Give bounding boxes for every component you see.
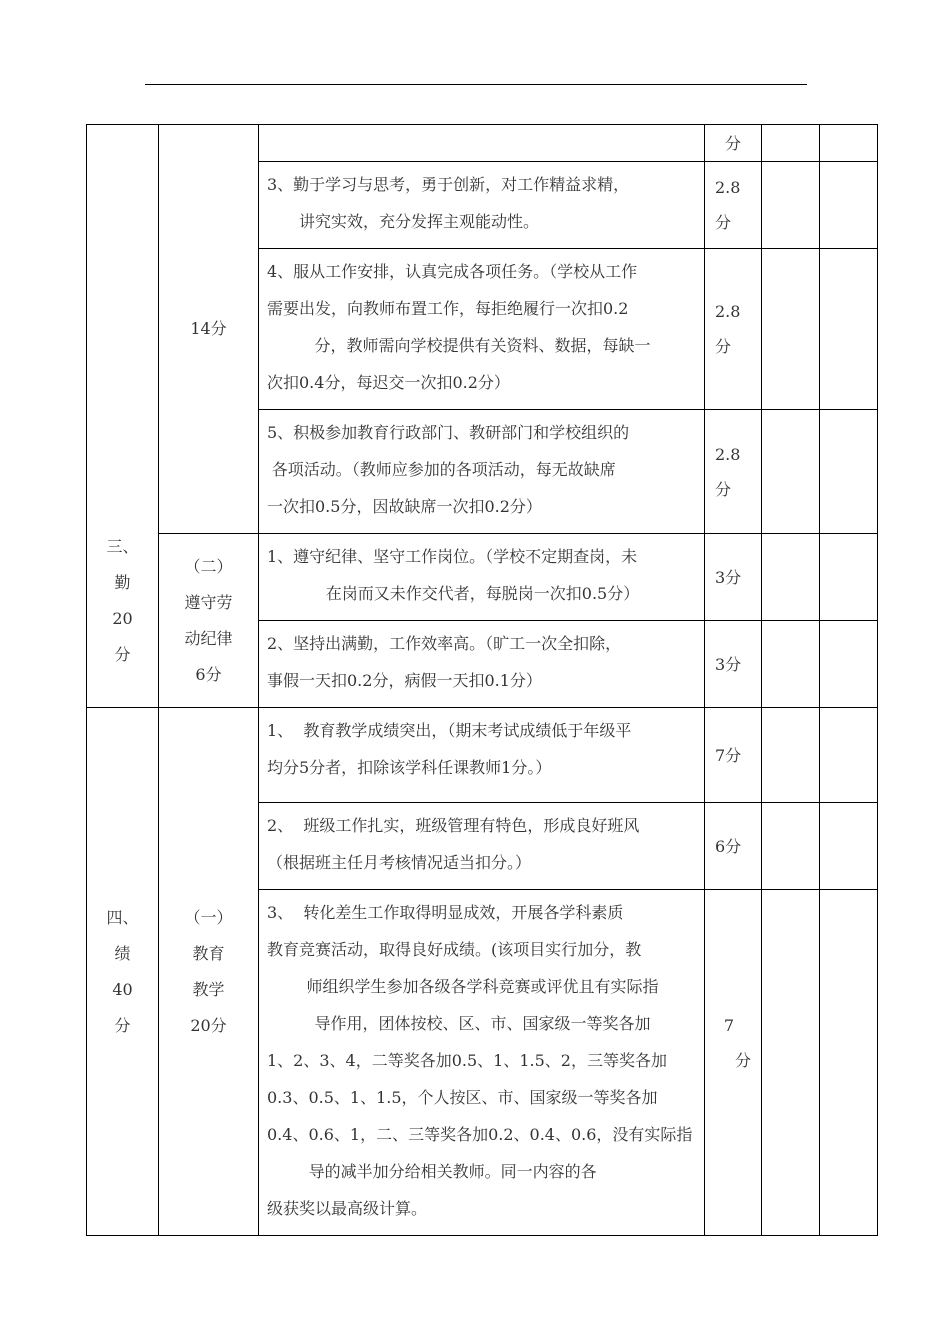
subcategory-line: 教育 xyxy=(192,943,225,963)
subcategory-line: （二） xyxy=(184,556,233,576)
category-line: 分 xyxy=(114,1015,131,1035)
final-score-cell[interactable] xyxy=(820,125,878,162)
item-content xyxy=(259,125,705,162)
score-cell xyxy=(705,410,762,534)
header-rule xyxy=(145,84,807,85)
self-score-cell[interactable] xyxy=(762,410,820,534)
category-line: 四、 xyxy=(106,907,139,927)
subcategory-line: 动纪律 xyxy=(184,628,233,648)
score-value: 7 xyxy=(723,1015,735,1035)
content-line: 3、 转化差生工作取得明显成效，开展各学科素质 xyxy=(267,903,624,922)
content-line: 4、服从工作安排，认真完成各项任务。（学校从工作 xyxy=(267,262,638,281)
score-value: 3分 xyxy=(715,654,742,674)
item-content xyxy=(259,708,705,803)
self-score-cell[interactable] xyxy=(762,803,820,890)
score-cell xyxy=(705,249,762,410)
subcategory-line: （一） xyxy=(184,907,233,927)
item-content xyxy=(259,534,705,621)
category-cell-ji xyxy=(87,708,159,1236)
score-value: 6分 xyxy=(715,836,742,856)
score-cell xyxy=(705,890,762,1236)
category-line: 40 xyxy=(112,979,133,999)
category-line: 20 xyxy=(112,609,133,628)
table-row xyxy=(87,708,878,803)
content-line: 讲究实效，充分发挥主观能动性。 xyxy=(299,212,540,231)
content-line: 导的减半加分给相关教师。同一内容的各 xyxy=(308,1162,597,1181)
subcategory-line: 教学 xyxy=(192,979,225,999)
subcategory-cell-qin-2 xyxy=(159,534,259,708)
self-score-cell[interactable] xyxy=(762,249,820,410)
item-content xyxy=(259,162,705,249)
final-score-cell[interactable] xyxy=(820,162,878,249)
subcategory-line: 遵守劳 xyxy=(184,592,233,612)
score-unit: 分 xyxy=(715,213,732,232)
self-score-cell[interactable] xyxy=(762,890,820,1236)
table-row xyxy=(87,125,878,162)
item-content xyxy=(259,803,705,890)
item-content xyxy=(259,890,705,1236)
content-line: 1、2、3、4，二等奖各加0.5、1、1.5、2，三等奖各加 xyxy=(267,1051,667,1070)
score-value: 2.8 xyxy=(715,178,741,197)
item-content xyxy=(259,410,705,534)
item-content xyxy=(259,249,705,410)
subcategory-cell-ji-1 xyxy=(159,708,259,1236)
assessment-table xyxy=(86,124,878,1236)
final-score-cell[interactable] xyxy=(820,890,878,1236)
score-unit: 分 xyxy=(715,479,732,499)
score-cell xyxy=(705,803,762,890)
content-line: 均分5分者，扣除该学科任课教师1分。） xyxy=(267,758,552,777)
final-score-cell[interactable] xyxy=(820,803,878,890)
content-line: 导作用，团体按校、区、市、国家级一等奖各加 xyxy=(314,1014,651,1033)
content-line: 1、遵守纪律、坚守工作岗位。（学校不定期查岗，未 xyxy=(267,547,638,566)
content-line: 5、积极参加教育行政部门、教研部门和学校组织的 xyxy=(267,423,630,442)
category-cell-qin xyxy=(87,125,159,708)
score-value: 7分 xyxy=(715,745,742,765)
category-line: 三、 xyxy=(106,537,139,556)
content-line: 各项活动。（教师应参加的各项活动，每无故缺席 xyxy=(271,460,616,479)
score-value: 2.8 xyxy=(715,444,741,464)
self-score-cell[interactable] xyxy=(762,534,820,621)
content-line: （根据班主任月考核情况适当扣分。） xyxy=(267,853,532,872)
content-line: 3、勤于学习与思考，勇于创新，对工作精益求精， xyxy=(267,175,630,194)
content-line: 分，教师需向学校提供有关资料、数据，每缺一 xyxy=(314,336,651,355)
subcategory-label: 14分 xyxy=(190,319,227,338)
score-value: 分 xyxy=(724,133,741,153)
self-score-cell[interactable] xyxy=(762,162,820,249)
score-value: 3分 xyxy=(715,567,742,587)
content-line: 师组织学生参加各级各学科竞赛或评优且有实际指 xyxy=(306,977,659,996)
content-line: 次扣0.4分，每迟交一次扣0.2分） xyxy=(267,373,510,392)
score-unit: 分 xyxy=(715,337,732,356)
self-score-cell[interactable] xyxy=(762,621,820,708)
final-score-cell[interactable] xyxy=(820,621,878,708)
category-line: 勤 xyxy=(114,573,131,592)
content-line: 0.3、0.5、1、1.5，个人按区、市、国家级一等奖各加 xyxy=(267,1088,658,1107)
final-score-cell[interactable] xyxy=(820,249,878,410)
subcategory-line: 6分 xyxy=(195,664,222,684)
score-value: 2.8 xyxy=(715,302,741,321)
final-score-cell[interactable] xyxy=(820,410,878,534)
table-row xyxy=(87,534,878,621)
final-score-cell[interactable] xyxy=(820,708,878,803)
category-line: 绩 xyxy=(114,943,131,963)
content-line: 在岗而又未作交代者，每脱岗一次扣0.5分） xyxy=(325,584,640,603)
content-line: 0.4、0.6、1，二、三等奖各加0.2、0.4、0.6，没有实际指 xyxy=(267,1125,693,1144)
content-line: 一次扣0.5分，因故缺席一次扣0.2分） xyxy=(267,497,542,516)
score-cell xyxy=(705,125,762,162)
subcategory-line: 20分 xyxy=(190,1015,227,1035)
score-cell xyxy=(705,162,762,249)
score-cell xyxy=(705,621,762,708)
content-line: 教育竞赛活动，取得良好成绩。(该项目实行加分，教 xyxy=(267,940,642,959)
score-cell xyxy=(705,708,762,803)
content-line: 级获奖以最高级计算。 xyxy=(267,1199,428,1218)
final-score-cell[interactable] xyxy=(820,534,878,621)
content-line: 需要出发，向教师布置工作，每拒绝履行一次扣0.2 xyxy=(267,299,629,318)
score-cell xyxy=(705,534,762,621)
item-content xyxy=(259,621,705,708)
subcategory-cell-qin-1 xyxy=(159,125,259,534)
score-unit: 分 xyxy=(734,1050,751,1070)
category-line: 分 xyxy=(114,645,131,664)
content-line: 1、 教育教学成绩突出，（期末考试成绩低于年级平 xyxy=(267,721,632,740)
self-score-cell[interactable] xyxy=(762,125,820,162)
content-line: 事假一天扣0.2分，病假一天扣0.1分） xyxy=(267,671,542,690)
self-score-cell[interactable] xyxy=(762,708,820,803)
content-line: 2、 班级工作扎实，班级管理有特色，形成良好班风 xyxy=(267,816,640,835)
content-line: 2、坚持出满勤，工作效率高。（旷工一次全扣除， xyxy=(267,634,622,653)
